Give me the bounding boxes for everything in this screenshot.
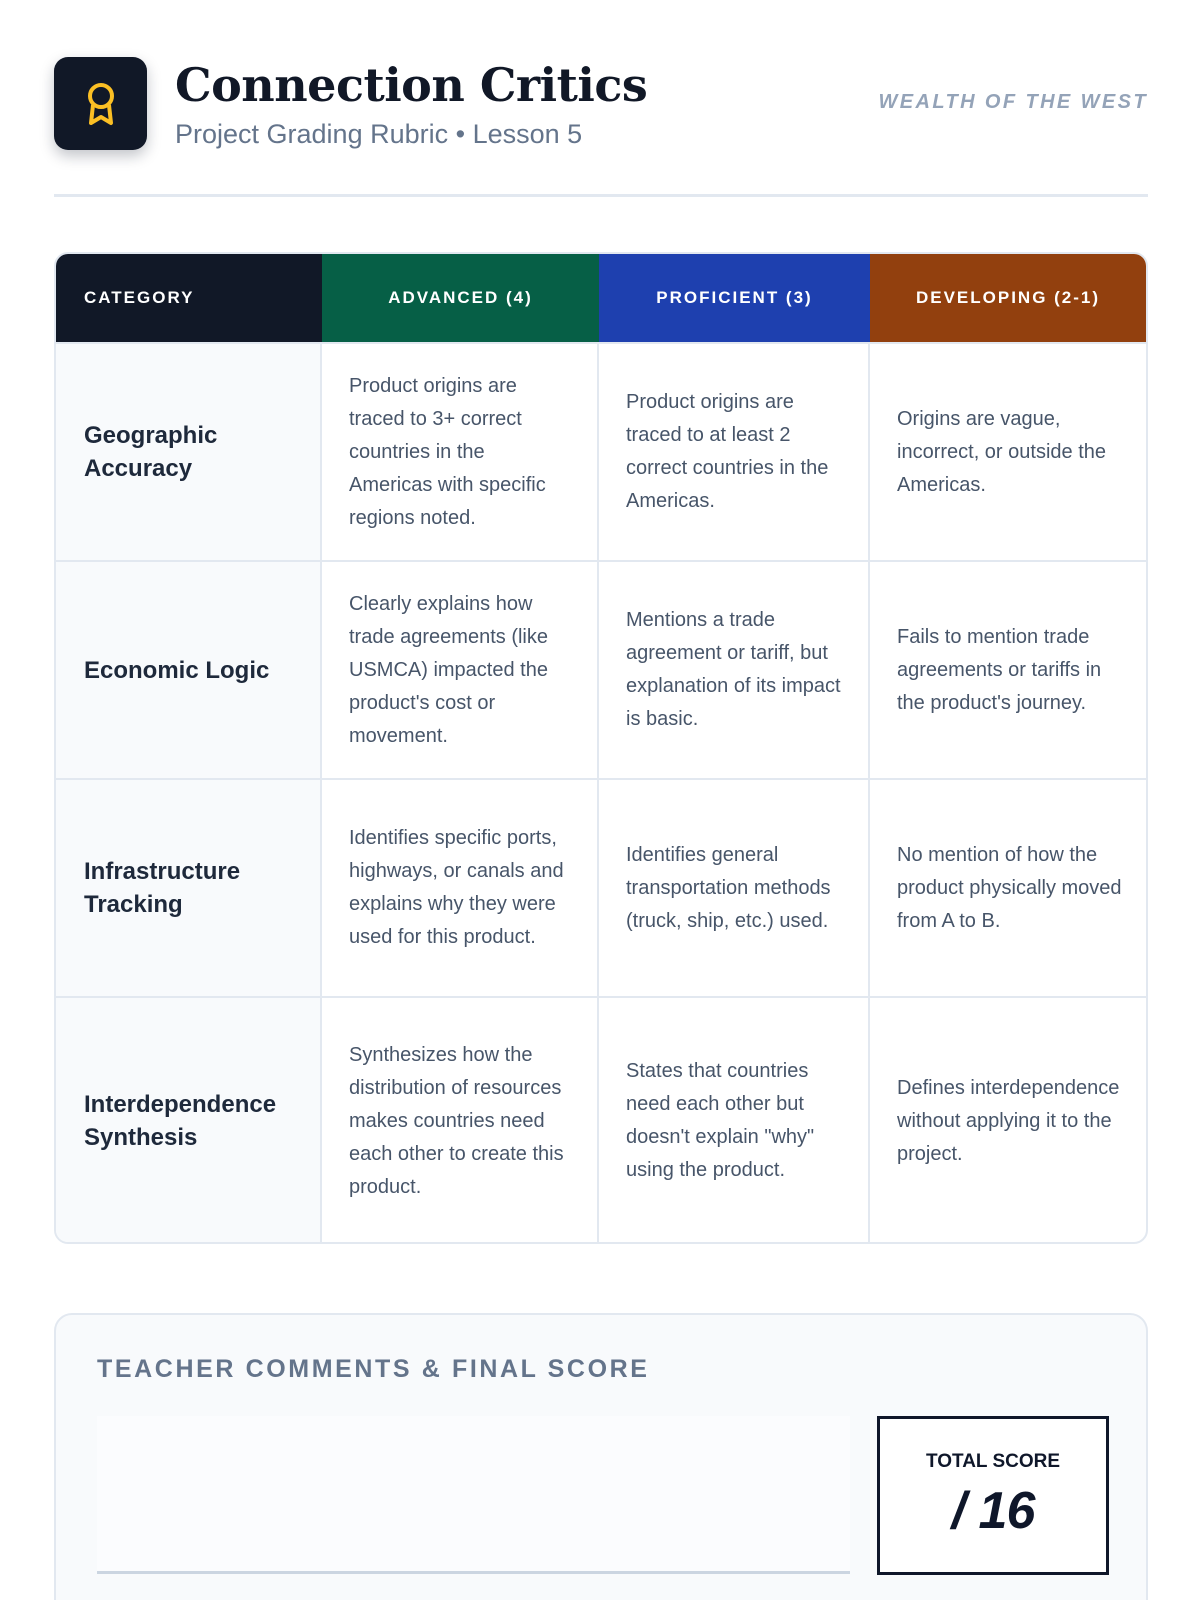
- proficient-cell: [599, 344, 870, 560]
- header-proficient: PROFICIENT (3): [599, 254, 870, 342]
- category-cell: Economic Logic: [56, 562, 322, 778]
- advanced-cell: [322, 998, 599, 1244]
- developing-cell: [870, 998, 1146, 1244]
- header-developing: DEVELOPING (2-1): [870, 254, 1146, 342]
- header-advanced: ADVANCED (4): [322, 254, 599, 342]
- proficient-text: Identifies general transportation methods (truck, ship, etc.) used.: [626, 843, 831, 932]
- advanced-text: Identifies specific ports, highways, or canals and explains why they were used for this product.: [349, 827, 564, 948]
- proficient-cell: [599, 998, 870, 1244]
- advanced-cell: [322, 780, 599, 996]
- developing-cell: [870, 562, 1146, 778]
- rubric-table: [54, 252, 1148, 1244]
- comments-title: TEACHER COMMENTS & FINAL SCORE: [97, 1355, 650, 1383]
- award-ribbon-icon: [81, 80, 121, 128]
- table-row: [56, 342, 1146, 560]
- page-subtitle: Project Grading Rubric • Lesson 5: [175, 119, 583, 149]
- developing-text: Fails to mention trade agreements or tariffs in the product's journey.: [897, 625, 1102, 714]
- advanced-cell: [322, 562, 599, 778]
- category-cell: Interdependence Synthesis: [56, 998, 322, 1244]
- proficient-cell: [599, 562, 870, 778]
- proficient-text: States that countries need each other but doesn't explain "why" using the product.: [626, 1060, 815, 1181]
- total-score-box: [877, 1416, 1109, 1575]
- table-row: [56, 996, 1146, 1244]
- header-divider: [54, 194, 1148, 197]
- page-title: Connection Critics: [175, 58, 648, 112]
- teacher-comments-panel: [54, 1313, 1148, 1600]
- advanced-cell: [322, 344, 599, 560]
- rubric-header-row: [56, 254, 1146, 342]
- proficient-text: Mentions a trade agreement or tariff, but explanation of its impact is basic.: [626, 609, 841, 730]
- developing-text: Origins are vague, incorrect, or outside the Americas.: [897, 407, 1106, 496]
- developing-cell: [870, 344, 1146, 560]
- developing-text: No mention of how the product physically moved from A to B.: [897, 843, 1122, 932]
- comments-input-area[interactable]: [97, 1416, 850, 1574]
- score-label: TOTAL SCORE: [925, 1451, 1061, 1472]
- table-row: [56, 778, 1146, 996]
- advanced-text: Product origins are traced to 3+ correct countries in the Americas with specific regions noted.: [349, 374, 546, 529]
- header-category: CATEGORY: [56, 254, 322, 342]
- developing-cell: [870, 780, 1146, 996]
- developing-text: Defines interdependence without applying it to the project.: [897, 1076, 1120, 1165]
- proficient-cell: [599, 780, 870, 996]
- score-value: / 16: [951, 1482, 1035, 1540]
- category-cell: Geographic Accuracy: [56, 344, 322, 560]
- logo: [54, 57, 147, 150]
- unit-brand: WEALTH OF THE WEST: [878, 91, 1148, 113]
- table-row: [56, 560, 1146, 778]
- page-header: [54, 57, 1148, 197]
- category-cell: Infrastructure Tracking: [56, 780, 322, 996]
- proficient-text: Product origins are traced to at least 2 correct countries in the Americas.: [626, 391, 829, 512]
- advanced-text: Synthesizes how the distribution of resources makes countries need each other to create this product.: [349, 1043, 564, 1198]
- advanced-text: Clearly explains how trade agreements (like USMCA) impacted the product's cost or movement.: [349, 592, 548, 747]
